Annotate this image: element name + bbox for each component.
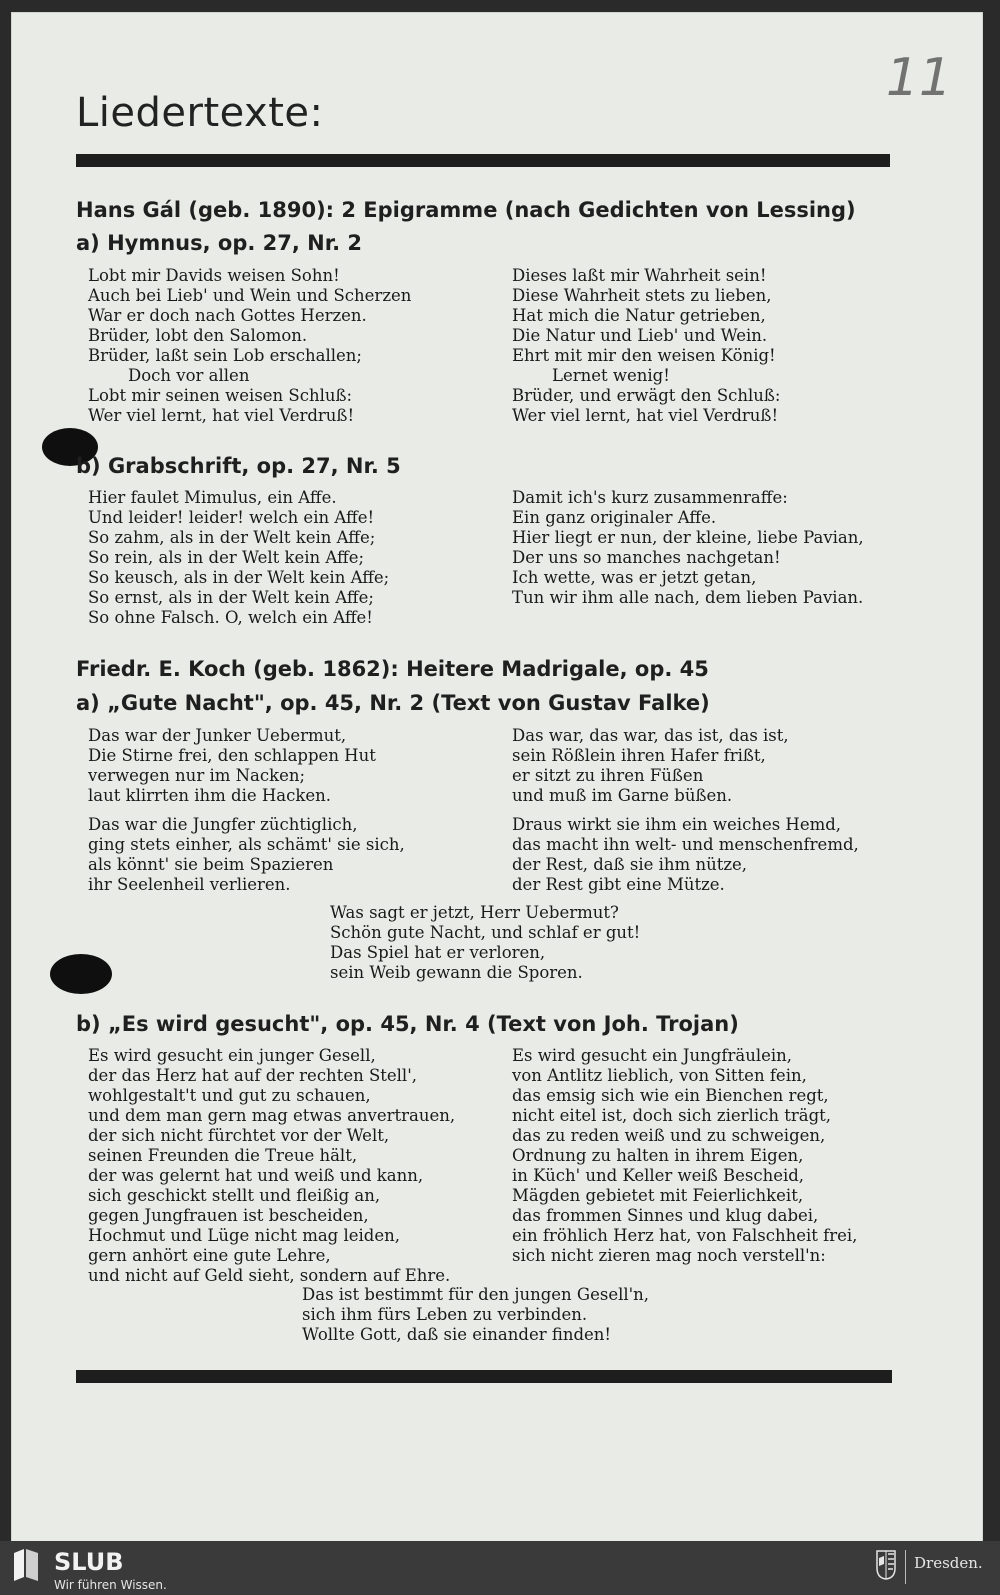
poem-line: Lernet wenig! xyxy=(552,366,670,385)
poem-line: Tun wir ihm alle nach, dem lieben Pavian. xyxy=(512,588,864,607)
poem-line: ging stets einher, als schämt' sie sich, xyxy=(88,835,405,854)
poem-line: Es wird gesucht ein Jungfräulein, xyxy=(512,1046,793,1065)
grabschrift-left-column xyxy=(88,488,389,628)
poem-line: Die Stirne frei, den schlappen Hut xyxy=(88,746,376,765)
poem-line: wohlgestalt't und gut zu schauen, xyxy=(88,1086,371,1105)
poem-line: Brüder, laßt sein Lob erschallen; xyxy=(88,346,362,365)
poem-line: Hier liegt er nun, der kleine, liebe Pavian, xyxy=(512,528,864,547)
poem-line: nicht eitel ist, doch sich zierlich trägt, xyxy=(512,1106,832,1125)
poem-line: Hier faulet Mimulus, ein Affe. xyxy=(88,488,337,507)
poem-line: Damit ich's kurz zusammenraffe: xyxy=(512,488,788,507)
poem-line: das zu reden weiß und zu schweigen, xyxy=(512,1126,826,1145)
gute-nacht-left-stanza-1 xyxy=(88,726,376,806)
poem-line: das macht ihn welt- und menschenfremd, xyxy=(512,835,859,854)
poem-line: von Antlitz lieblich, von Sitten fein, xyxy=(512,1066,807,1085)
poem-line: gern anhört eine gute Lehre, xyxy=(88,1246,331,1265)
poem-line: So zahm, als in der Welt kein Affe; xyxy=(88,528,376,547)
poem-line: War er doch nach Gottes Herzen. xyxy=(88,306,367,325)
poem-line: So keusch, als in der Welt kein Affe; xyxy=(88,568,390,587)
poem-line: Die Natur und Lieb' und Wein. xyxy=(512,326,768,345)
dresden-brand[interactable]: Dresden. xyxy=(914,1554,983,1572)
poem-line: seinen Freunden die Treue hält, xyxy=(88,1146,358,1165)
poem-line: Das ist bestimmt für den jungen Gesell'n, xyxy=(302,1285,650,1304)
poem-line: Draus wirkt sie ihm ein weiches Hemd, xyxy=(512,815,842,834)
poem-line: ein fröhlich Herz hat, von Falschheit frei, xyxy=(512,1226,858,1245)
poem-line: und muß im Garne büßen. xyxy=(512,786,733,805)
poem-line: Schön gute Nacht, und schlaf er gut! xyxy=(330,923,641,942)
poem-line: der sich nicht fürchtet vor der Welt, xyxy=(88,1126,390,1145)
dresden-coat-of-arms-icon xyxy=(876,1550,896,1580)
poem-line: sich geschickt stellt und fleißig an, xyxy=(88,1186,381,1205)
gute-nacht-closing-stanza xyxy=(330,903,640,983)
poem-line: Mägden gebietet mit Feierlichkeit, xyxy=(512,1186,804,1205)
top-divider xyxy=(76,154,890,167)
poem-line: Es wird gesucht ein junger Gesell, xyxy=(88,1046,376,1065)
poem-line: Diese Wahrheit stets zu lieben, xyxy=(512,286,772,305)
poem-line: So ohne Falsch. O, welch ein Affe! xyxy=(88,608,373,627)
gute-nacht-right-stanza-2 xyxy=(512,815,859,895)
poem-line: sein Weib gewann die Sporen. xyxy=(330,963,583,982)
page-title: Liedertexte: xyxy=(76,90,324,136)
poem-line: Lobt mir Davids weisen Sohn! xyxy=(88,266,340,285)
poem-line: Das war die Jungfer züchtiglich, xyxy=(88,815,358,834)
poem-line: Wer viel lernt, hat viel Verdruß! xyxy=(88,406,355,425)
es-wird-gesucht-right-column xyxy=(512,1046,857,1266)
poem-line: verwegen nur im Nacken; xyxy=(88,766,306,785)
es-wird-gesucht-left-column xyxy=(88,1046,455,1286)
poem-line: Ordnung zu halten in ihrem Eigen, xyxy=(512,1146,804,1165)
poem-line: So rein, als in der Welt kein Affe; xyxy=(88,548,365,567)
slub-tagline: Wir führen Wissen. xyxy=(54,1578,167,1592)
poem-line: Und leider! leider! welch ein Affe! xyxy=(88,508,375,527)
poem-line: Ich wette, was er jetzt getan, xyxy=(512,568,757,587)
poem-line: Hat mich die Natur getrieben, xyxy=(512,306,766,325)
gute-nacht-right-stanza-1 xyxy=(512,726,789,806)
poem-line: der Rest gibt eine Mütze. xyxy=(512,875,725,894)
gute-nacht-left-stanza-2 xyxy=(88,815,405,895)
poem-line: Was sagt er jetzt, Herr Uebermut? xyxy=(330,903,619,922)
poem-line: sich ihm fürs Leben zu verbinden. xyxy=(302,1305,588,1324)
poem-line: Dieses laßt mir Wahrheit sein! xyxy=(512,266,767,285)
song-es-wird-gesucht-heading: b) „Es wird gesucht", op. 45, Nr. 4 (Text von Joh. Trojan) xyxy=(76,1012,739,1036)
poem-line: Wollte Gott, daß sie einander finden! xyxy=(302,1325,612,1344)
poem-line: Brüder, lobt den Salomon. xyxy=(88,326,308,345)
poem-line: der das Herz hat auf der rechten Stell', xyxy=(88,1066,417,1085)
punch-hole-blot xyxy=(50,954,112,994)
hymnus-right-column xyxy=(512,266,781,426)
slub-brand[interactable]: SLUB xyxy=(54,1548,124,1576)
poem-line: der Rest, daß sie ihm nütze, xyxy=(512,855,748,874)
hymnus-left-column xyxy=(88,266,411,426)
poem-line: das frommen Sinnes und klug dabei, xyxy=(512,1206,819,1225)
poem-line: das emsig sich wie ein Bienchen regt, xyxy=(512,1086,829,1105)
poem-line: gegen Jungfrauen ist bescheiden, xyxy=(88,1206,369,1225)
slub-book-icon xyxy=(12,1547,40,1587)
poem-line: Auch bei Lieb' und Wein und Scherzen xyxy=(88,286,412,305)
poem-line: und dem man gern mag etwas anvertrauen, xyxy=(88,1106,456,1125)
poem-line: Der uns so manches nachgetan! xyxy=(512,548,781,567)
poem-line: Das war, das war, das ist, das ist, xyxy=(512,726,789,745)
poem-line: Ehrt mit mir den weisen König! xyxy=(512,346,776,365)
poem-line: Hochmut und Lüge nicht mag leiden, xyxy=(88,1226,401,1245)
poem-line: der was gelernt hat und weiß und kann, xyxy=(88,1166,424,1185)
poem-line: Doch vor allen xyxy=(128,366,250,385)
poem-line: laut klirrten ihm die Hacken. xyxy=(88,786,331,805)
footer-separator xyxy=(905,1550,906,1584)
poem-line: Ein ganz originaler Affe. xyxy=(512,508,717,527)
es-wird-gesucht-closing-stanza xyxy=(302,1285,649,1345)
poem-line: sein Rößlein ihren Hafer frißt, xyxy=(512,746,766,765)
poem-line: Brüder, und erwägt den Schluß: xyxy=(512,386,781,405)
poem-line: in Küch' und Keller weiß Bescheid, xyxy=(512,1166,805,1185)
poem-line: Das Spiel hat er verloren, xyxy=(330,943,546,962)
poem-line: Das war der Junker Uebermut, xyxy=(88,726,347,745)
section1-heading: Hans Gál (geb. 1890): 2 Epigramme (nach Gedichten von Lessing) xyxy=(76,198,856,222)
song-grabschrift-heading: b) Grabschrift, op. 27, Nr. 5 xyxy=(76,454,401,478)
poem-line: als könnt' sie beim Spazieren xyxy=(88,855,334,874)
song-gute-nacht-heading: a) „Gute Nacht", op. 45, Nr. 2 (Text von Gustav Falke) xyxy=(76,691,710,715)
section2-heading: Friedr. E. Koch (geb. 1862): Heitere Madrigale, op. 45 xyxy=(76,657,709,681)
song-hymnus-heading: a) Hymnus, op. 27, Nr. 2 xyxy=(76,231,363,255)
poem-line: So ernst, als in der Welt kein Affe; xyxy=(88,588,374,607)
poem-line: er sitzt zu ihren Füßen xyxy=(512,766,704,785)
poem-line: sich nicht zieren mag noch verstell'n: xyxy=(512,1246,826,1265)
poem-line: ihr Seelenheil verlieren. xyxy=(88,875,291,894)
poem-line: und nicht auf Geld sieht, sondern auf Ehre. xyxy=(88,1266,451,1285)
poem-line: Lobt mir seinen weisen Schluß: xyxy=(88,386,353,405)
bottom-divider xyxy=(76,1370,892,1383)
page-number: 11 xyxy=(885,48,952,108)
poem-line: Wer viel lernt, hat viel Verdruß! xyxy=(512,406,779,425)
grabschrift-right-column xyxy=(512,488,864,608)
